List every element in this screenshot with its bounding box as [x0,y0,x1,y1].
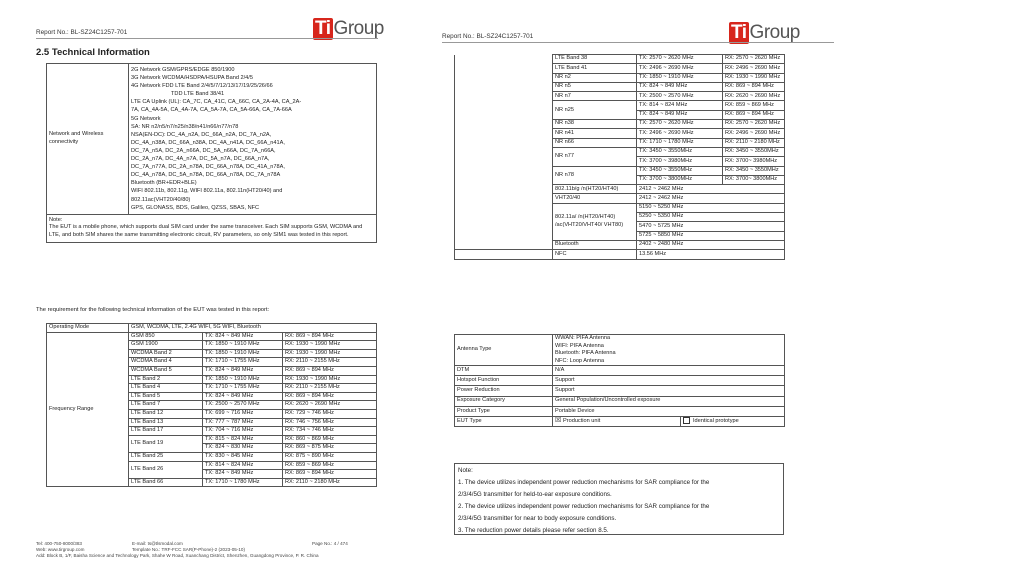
info-label: Power Reduction [455,386,553,396]
table-row [47,332,377,341]
table-row [455,101,785,110]
rx-range: RX: 869 ~ 894 MHz [723,82,785,91]
info-label: DTM [455,366,553,376]
technical-info-table [46,63,377,243]
blank-cell [455,213,553,222]
tx-range: TX: 2570 ~ 2620 MHz [637,120,723,129]
network-line: 802.11ac(VHT20/40/80) [131,196,191,203]
blank-cell [455,64,553,73]
note-title: Note: [49,216,63,223]
blank-cell [455,250,553,259]
band-name: LTE Band 4 [129,384,203,393]
table-row [455,120,785,129]
antenna-line: WWAN: PIFA Antenna [555,335,611,341]
antenna-line: WIFI: PIFA Antenna [555,342,604,349]
rx-range: RX: 2620 ~ 2690 MHz [723,92,785,101]
band-name: GSM 1900 [129,341,203,350]
rx-range: RX: 859 ~ 869 MHz [283,461,377,470]
rx-range: RX: 869 ~ 894 MHz [283,392,377,401]
rx-range: RX: 746 ~ 756 MHz [283,418,377,427]
band-name: LTE Band 17 [129,427,203,436]
antenna-line: NFC: Loop Antenna [555,357,605,364]
rx-range: RX: 729 ~ 746 MHz [283,409,377,418]
info-label: Exposure Category [455,396,553,406]
logo-group: Group [333,18,384,39]
rx-range: RX: 734 ~ 746 MHz [283,427,377,436]
tx-range: TX: 1710 ~ 1780 MHz [637,138,723,147]
logo-ti: Ti [731,22,747,43]
checkbox-checked-icon: ☒ [555,416,562,424]
notes-box [454,463,784,535]
footer-address: Add: Block B, 1/F, Baisha Science and Technology Park, Shahe W Road, Xuanchang District, Shenzhen, Guangdong Province, P. R. China [36,553,319,558]
rx-range: RX: 869 ~ 875 MHz [283,444,377,453]
frequency-table [46,323,377,487]
network-line: NSA(EN-DC): DC_4A_n2A, DC_66A_n2A, DC_7A_n2A, [131,131,272,138]
network-line: 2G Network GSM/GPRS/EDGE 850/1900 [131,67,235,73]
footer-tel: Tel: 400-750-8000/383 [36,541,82,546]
network-line: DC_4A_n38A, DC_66A_n38A, DC_4A_n41A, DC_66A_n41A, [131,139,285,146]
note-line: 2/3/4/5G transmitter for held-to-ear exposure conditions. [458,491,612,499]
section-title: 2.5 Technical Information [36,47,150,58]
wifi-range: 2412 ~ 2462 MHz [637,194,785,203]
rx-range: RX: 2570 ~ 2620 MHz [723,120,785,129]
band-name: WCDMA Band 5 [129,366,203,375]
info-label: Product Type [455,406,553,416]
header-divider [36,38,378,39]
frequency-range-label: Frequency Range [47,332,129,487]
wifi-label: 802.11b/g /n(HT20/HT40) [553,185,637,194]
rx-range: RX: 869 ~ 894 MHz [283,332,377,341]
band-name: GSM 850 [129,332,203,341]
report-page-right [442,0,834,576]
table-row [455,185,785,194]
blank-cell [455,240,553,249]
tx-range: TX: 2570 ~ 2620 MHz [637,55,723,64]
band-name: NR n2 [553,73,637,82]
rx-range: RX: 3450 ~ 3550MHz [723,166,785,175]
network-line: 5G Network [131,115,161,122]
table-row [455,138,785,147]
tx-range: TX: 704 ~ 716 MHz [203,427,283,436]
rx-range: RX: 1930 ~ 1990 MHz [723,73,785,82]
blank-cell [455,185,553,194]
blank-cell [455,110,553,119]
device-info-table [454,334,785,427]
blank-cell [455,120,553,129]
band-name: LTE Band 25 [129,452,203,461]
band-name: LTE Band 12 [129,409,203,418]
table-row [455,64,785,73]
rx-range: RX: 869 ~ 894 MHz [283,366,377,375]
network-line: DC_2A_n7A, DC_4A_n7A, DC_5A_n7A, DC_66A_n7A, [131,156,270,163]
band-name: LTE Band 2 [129,375,203,384]
table-row [455,203,785,212]
tx-range: TX: 1850 ~ 1910 MHz [637,73,723,82]
table-row [455,250,785,259]
logo-ti: Ti [315,18,331,39]
info-value: Support [553,376,785,386]
checkbox-unchecked-icon [683,417,690,424]
wifi-range: 2412 ~ 2462 MHz [637,185,785,194]
table-row [455,92,785,101]
network-line: Bluetooth (BR+EDR+BLE) [131,180,197,187]
tigroup-logo [313,18,384,40]
band-name: NR n38 [553,120,637,129]
blank-cell [455,92,553,101]
rx-range: RX: 2496 ~ 2690 MHz [723,64,785,73]
rx-range: RX: 875 ~ 890 MHz [283,452,377,461]
rx-range: RX: 2110 ~ 2180 MHz [283,478,377,487]
logo-group: Group [749,22,800,43]
nfc-range: 13.56 MHz [637,250,785,259]
band-name: LTE Band 41 [553,64,637,73]
band-name: NR n66 [553,138,637,147]
tx-range: TX: 1850 ~ 1910 MHz [203,375,283,384]
eut-option-label: Production unit [563,417,601,424]
blank-cell [455,166,553,175]
wifi5-range: 5470 ~ 5725 MHz [637,222,785,231]
tigroup-logo [729,22,800,44]
table-row [455,55,785,64]
network-line: 7A, CA_4A-5A, CA_4A-7A, CA_5A-7A, CA_5A-66A, CA_7A-66A [131,107,292,114]
rx-range: RX: 859 ~ 869 MHz [723,101,785,110]
blank-cell [455,129,553,138]
wifi5-label: 802.11a/ /n(HT20/HT40) /ac(VHT20/VHT40/ VHT80) [553,203,637,240]
band-name: LTE Band 38 [553,55,637,64]
note-line: Note: [458,467,473,474]
note-text: The EUT is a mobile phone, which supports dual SIM card under the same transceiver. Each SIM supports GSM, WCDMA and LTE, and both SIM shares the same transmitting electronic circuit, RV parameters, so only SIM1 was tested in this report. [49,224,363,239]
tx-range: TX: 824 ~ 849 MHz [637,82,723,91]
table-row [455,416,785,426]
operating-mode-label: Operating Mode [47,324,129,333]
network-line: 3G Network WCDMA/HSDPA/HSUPA Band 2/4/5 [131,75,253,82]
network-line: 4G Network FDD LTE Band 2/4/5/7/12/13/17/19/25/26/66 [131,83,273,90]
eut-option-prototype [681,416,785,426]
table-row [455,386,785,396]
report-page-left [36,0,428,576]
tx-range: TX: 699 ~ 716 MHz [203,409,283,418]
info-value: General Population/Uncontrolled exposure [553,396,785,406]
table-row [455,396,785,406]
band-name: LTE Band 5 [129,392,203,401]
info-label: Hotspot Function [455,376,553,386]
table-row [455,129,785,138]
band-name: WCDMA Band 4 [129,358,203,367]
tx-range: TX: 1850 ~ 1910 MHz [203,341,283,350]
rx-range: RX: 860 ~ 869 MHz [283,435,377,444]
bluetooth-label: Bluetooth [553,240,637,249]
band-name: LTE Band 26 [129,461,203,478]
operating-mode-value: GSM, WCDMA, LTE, 2.4G WIFI, 5G WIFI, Bluetooth [129,324,377,333]
blank-cell [455,101,553,110]
blank-cell [455,194,553,203]
blank-cell [455,157,553,166]
band-name: NR n25 [553,101,637,120]
band-name: LTE Band 19 [129,435,203,452]
info-value: Support [553,386,785,396]
band-name: LTE Band 66 [129,478,203,487]
rx-range: RX: 3450 ~ 3550MHz [723,147,785,156]
rx-range: RX: 1930 ~ 1990 MHz [283,341,377,350]
tx-range: TX: 814 ~ 824 MHz [637,101,723,110]
note-line: 2/3/4/5G transmitter for near to body exposure conditions. [458,515,617,523]
table-row [455,335,785,366]
network-line: GPS, GLONASS, BDS, Galileo, QZSS, SBAS, NFC [131,204,260,211]
rx-range: RX: 1930 ~ 1990 MHz [283,375,377,384]
footer-web: Web: www.tirgroup.com [36,547,85,552]
band-name: NR n7 [553,92,637,101]
footer-line: Template No.: TRF-FCC SAR(P-Phone)-2 (2023-05-10) [132,547,246,552]
tx-range: TX: 1710 ~ 1755 MHz [203,358,283,367]
band-name: NR n5 [553,82,637,91]
tx-range: TX: 824 ~ 849 MHz [637,110,723,119]
network-line: TDD LTE Band 38/41 [171,91,225,98]
footer-email [132,541,245,553]
antenna-values [553,335,785,366]
rx-range: RX: 2620 ~ 2690 MHz [283,401,377,410]
blank-cell [455,222,553,231]
band-name: LTE Band 7 [129,401,203,410]
tx-range: TX: 1850 ~ 1910 MHz [203,349,283,358]
eut-option-label: Identical prototype [693,418,739,425]
band-name: NR n77 [553,147,637,166]
tx-range: TX: 824 ~ 849 MHz [203,470,283,479]
rx-range: RX: 1930 ~ 1990 MHz [283,349,377,358]
tx-range: TX: 1710 ~ 1780 MHz [203,478,283,487]
antenna-label: Antenna Type [455,335,553,366]
table-row [455,166,785,175]
rf-band-table [454,54,785,260]
blank-cell [455,138,553,147]
bluetooth-range: 2402 ~ 2480 MHz [637,240,785,249]
info-value: Portable Device [553,406,785,416]
rx-range: RX: 2110 ~ 2155 MHz [283,384,377,393]
report-number: Report No.: BL-SZ24C1257-701 [442,33,534,40]
footer-page-number: Page No.: 4 / 474 [312,541,348,546]
wifi5-range: 5150 ~ 5250 MHz [637,203,785,212]
wifi-label: VHT20/40 [553,194,637,203]
table-row [455,82,785,91]
rx-range: RX: 3700~ 3980MHz [723,157,785,166]
rx-range: RX: 2110 ~ 2155 MHz [283,358,377,367]
tx-range: TX: 2500 ~ 2570 MHz [203,401,283,410]
tx-range: TX: 2500 ~ 2570 MHz [637,92,723,101]
blank-cell [455,175,553,184]
tx-range: TX: 814 ~ 824 MHz [203,461,283,470]
blank-cell [455,203,553,212]
note-line: 2. The device utilizes independent power reduction mechanisms for SAR compliance for the [458,503,710,511]
report-number: Report No.: BL-SZ24C1257-701 [36,29,128,36]
table-row [455,240,785,249]
requirement-text: The requirement for the following technical information of the EUT was tested in this report: [36,307,270,313]
tx-range: TX: 824 ~ 830 MHz [203,444,283,453]
blank-cell [455,55,553,64]
tx-range: TX: 824 ~ 849 MHz [203,392,283,401]
rx-range: RX: 2110 ~ 2180 MHz [723,138,785,147]
network-line: DC_7A_n77A, DC_2A_n78A, DC_66A_n78A, DC_41A_n78A, [131,164,285,171]
tx-range: TX: 1710 ~ 1755 MHz [203,384,283,393]
blank-cell [455,231,553,240]
band-name: WCDMA Band 2 [129,349,203,358]
network-connectivity-cell [129,64,377,215]
tx-range: TX: 815 ~ 824 MHz [203,435,283,444]
tx-range: TX: 3700 ~ 3980MHz [637,157,723,166]
table-row [455,376,785,386]
rx-range: RX: 869 ~ 894 MHz [723,110,785,119]
rx-range: RX: 2570 ~ 2620 MHz [723,55,785,64]
tx-range: TX: 3450 ~ 3550MHz [637,166,723,175]
band-name: NR n41 [553,129,637,138]
wifi5-range: 5725 ~ 5850 MHz [637,231,785,240]
footer-line: E-mail: ts@tlsmodal.com [132,541,183,546]
table-row [455,73,785,82]
network-line: SA: NR n2/n5/n7/n25/n38/n41/n66/n77/n78 [131,123,239,130]
eut-type-label: EUT Type [455,416,553,426]
rx-range: RX: 3700~ 3800MHz [723,175,785,184]
network-line: LTE CA Uplink (UL): CA_7C, CA_41C, CA_66C, CA_2A-4A, CA_2A- [131,99,302,106]
table-row [455,147,785,156]
band-name: LTE Band 13 [129,418,203,427]
tx-range: TX: 824 ~ 849 MHz [203,366,283,375]
nfc-label: NFC [553,250,637,259]
note-cell [47,214,377,242]
eut-option-production [553,416,681,426]
network-label: Network and Wireless connectivity [47,64,129,215]
blank-cell [455,147,553,156]
blank-cell [455,73,553,82]
network-line: DC_4A_n78A, DC_5A_n78A, DC_66A_n78A, DC_7A_n78A [131,172,281,179]
table-row [455,366,785,376]
rx-range: RX: 2496 ~ 2690 MHz [723,129,785,138]
antenna-line: Bluetooth: PIFA Antenna [555,350,616,356]
table-row [455,194,785,203]
tx-range: TX: 824 ~ 849 MHz [203,332,283,341]
note-line: 1. The device utilizes independent power reduction mechanisms for SAR compliance for the [458,479,710,487]
network-line: DC_7A_n5A, DC_2A_n66A, DC_5A_n66A, DC_7A_n66A, [131,147,276,154]
tx-range: TX: 3450 ~ 3550MHz [637,147,723,156]
tx-range: TX: 2496 ~ 2690 MHz [637,129,723,138]
table-row [455,406,785,416]
rx-range: RX: 869 ~ 894 MHz [283,470,377,479]
header-divider [442,42,834,43]
tx-range: TX: 2496 ~ 2690 MHz [637,64,723,73]
tx-range: TX: 3700 ~ 3800MHz [637,175,723,184]
blank-cell [455,82,553,91]
tx-range: TX: 830 ~ 845 MHz [203,452,283,461]
wifi5-range: 5250 ~ 5350 MHz [637,213,785,222]
tx-range: TX: 777 ~ 787 MHz [203,418,283,427]
note-line: 3. The reduction power details please refer section 8.5. [458,527,609,535]
band-name: NR n78 [553,166,637,185]
network-line: WIFI 802.11b, 802.11g, WIFI 802.11a, 802.11n(HT20/40) and [131,188,283,195]
info-value: N/A [553,366,785,376]
